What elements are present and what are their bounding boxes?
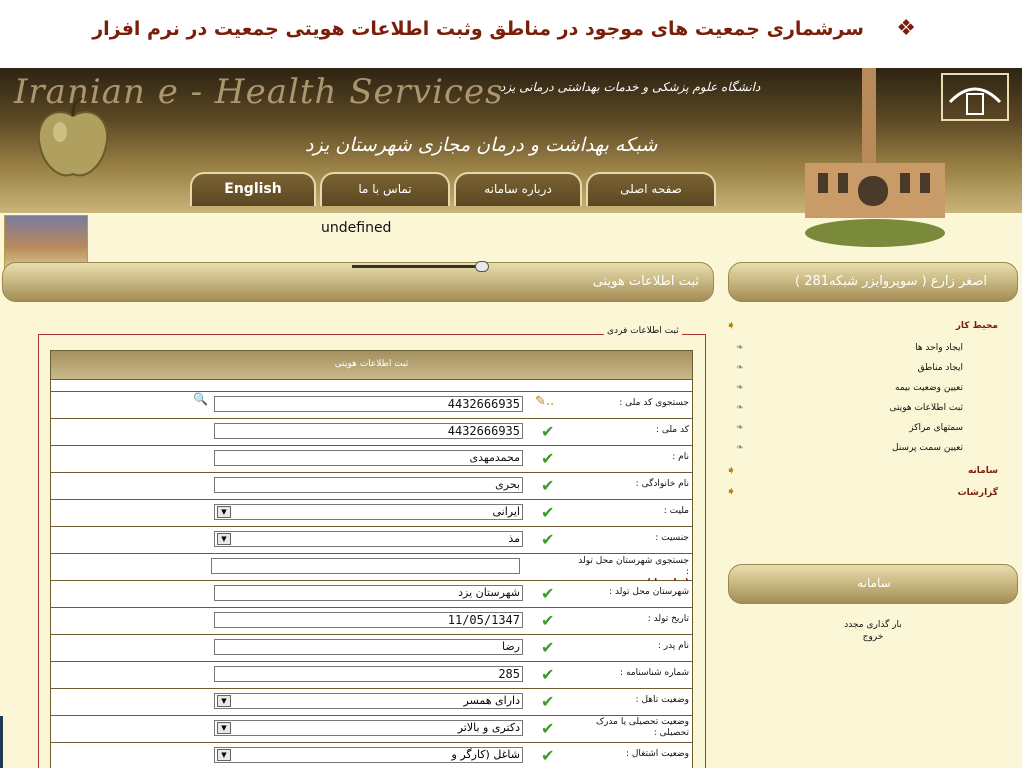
menu-item-insurance-status[interactable]: تعیین وضعیت بیمه	[895, 383, 963, 393]
field-label: نام خانوادگی :	[635, 479, 689, 489]
panel-title-bar	[2, 262, 714, 302]
education-select[interactable]: ▼ دکتری و بالاتر	[214, 720, 523, 736]
status-text: undefined	[321, 220, 392, 236]
side-menu	[728, 318, 1018, 498]
menu-item-identity-registration[interactable]: ثبت اطلاعات هویتی	[889, 403, 963, 413]
field-label: وضعیت اشتغال :	[625, 749, 689, 759]
row-nationality	[50, 500, 693, 527]
national-id-input[interactable]: 4432666935	[214, 423, 523, 439]
checkmark-icon: ✔	[541, 476, 555, 495]
slide-title: سرشماری جمعیت های موجود در مناطق وثبت اطلاعات هویتی جمعیت در نرم افزار	[92, 18, 864, 40]
menu-item-create-regions[interactable]: ایجاد مناطق	[917, 363, 963, 373]
field-label: کد ملی :	[655, 425, 689, 435]
thumbnail-logo	[4, 215, 88, 269]
checkmark-icon: ✔	[541, 449, 555, 468]
leaf-icon: ❧	[736, 383, 744, 393]
menu-item-create-units[interactable]: ایجاد واحد ها	[915, 343, 963, 353]
system-title: سامانه	[857, 576, 891, 590]
field-label: جنسیت :	[655, 533, 689, 543]
employment-select[interactable]: ▼ شاغل (کارگر و	[214, 747, 523, 763]
checkmark-icon: ✔	[541, 611, 555, 630]
menu-group-workplace[interactable]: محیط کار	[955, 321, 998, 331]
field-label: تاریخ تولد :	[647, 614, 689, 624]
checkmark-icon: ✔	[541, 530, 555, 549]
folder-arrow-icon: ➧	[726, 484, 737, 498]
menu-group-system[interactable]: سامانه	[967, 466, 998, 476]
checkmark-icon: ✔	[541, 719, 555, 738]
row-search-birth-city	[50, 554, 693, 581]
row-national-id	[50, 419, 693, 446]
user-name: اصغر زارع ( سوپروایزر شبکه281 )	[795, 274, 987, 289]
screenshot-window	[0, 68, 1022, 768]
chevron-down-icon[interactable]: ▼	[217, 749, 231, 761]
row-birth-date	[50, 608, 693, 635]
leaf-icon: ❧	[736, 443, 744, 453]
emblem-icon	[940, 72, 1010, 122]
field-label: وضعیت تاهل :	[635, 695, 689, 705]
menu-item-center-positions[interactable]: سمتهای مراکز	[909, 423, 963, 433]
gender-select[interactable]: ▼ مذ	[214, 531, 523, 547]
checkmark-icon: ✔	[541, 584, 555, 603]
row-education	[50, 716, 693, 743]
marital-status-select[interactable]: ▼ دارای همسر	[214, 693, 523, 709]
user-bar	[728, 262, 1018, 302]
chevron-down-icon[interactable]: ▼	[217, 533, 231, 545]
fieldset-legend: ثبت اطلاعات فردی	[604, 326, 682, 336]
search-icon[interactable]: 🔍	[193, 392, 208, 406]
checkmark-icon: ✔	[541, 746, 555, 765]
slider-handle[interactable]	[475, 261, 489, 272]
system-bar	[728, 564, 1018, 604]
chevron-down-icon[interactable]: ▼	[217, 506, 231, 518]
field-label: نام :	[672, 452, 689, 462]
reload-link[interactable]: بار گذاری مجدد	[844, 620, 902, 630]
row-marital-status	[50, 689, 693, 716]
checkmark-icon: ✔	[541, 692, 555, 711]
national-id-search-input[interactable]: 4432666935	[214, 396, 523, 412]
chevron-down-icon[interactable]: ▼	[217, 695, 231, 707]
panel-title: ثبت اطلاعات هویتی	[592, 274, 699, 289]
row-gender	[50, 527, 693, 554]
brand-text: Iranian e - Health Services	[14, 72, 504, 112]
folder-arrow-icon: ➧	[726, 463, 737, 477]
site-header	[0, 68, 1022, 213]
diamond-bullet-icon: ❖	[896, 16, 916, 41]
slider-track[interactable]	[352, 265, 482, 268]
field-label: نام پدر :	[657, 641, 689, 651]
tab-contact-us[interactable]: تماس با ما	[320, 172, 450, 206]
row-birth-city	[50, 581, 693, 608]
father-name-input[interactable]: رضا	[214, 639, 523, 655]
slide-title-bar	[0, 8, 1024, 58]
network-name: شبکه بهداشت و درمان مجازی شهرستان یزد	[305, 134, 658, 156]
menu-group-reports[interactable]: گزارشات	[957, 488, 998, 498]
row-last-name	[50, 473, 693, 500]
university-name: دانشگاه علوم پزشکی و خدمات بهداشتی درمانی یزد	[500, 80, 761, 94]
row-employment	[50, 743, 693, 768]
apple-logo-icon	[32, 96, 114, 180]
field-label: شماره شناسنامه :	[620, 668, 689, 678]
tab-about[interactable]: درباره سامانه	[454, 172, 582, 206]
tab-home[interactable]: صفحه اصلی	[586, 172, 716, 206]
field-label: شهرستان محل تولد :	[609, 587, 689, 597]
checkmark-icon: ✔	[541, 665, 555, 684]
field-label: جستجوی کد ملی :	[619, 398, 689, 408]
nationality-select[interactable]: ▼ ایرانی	[214, 504, 523, 520]
field-label: ملیت :	[663, 506, 689, 516]
leaf-icon: ❧	[736, 423, 744, 433]
form-header: ثبت اطلاعات هویتی	[50, 350, 693, 380]
leaf-icon: ❧	[736, 343, 744, 353]
field-label: وضعیت تحصیلی یا مدرک تحصیلی :	[596, 717, 689, 738]
checkmark-icon: ✔	[541, 638, 555, 657]
pencil-icon[interactable]: ✎..	[535, 394, 555, 409]
row-father-name	[50, 635, 693, 662]
row-search-national-id	[50, 392, 693, 419]
row-id-number	[50, 662, 693, 689]
logout-link[interactable]: خروج	[862, 632, 884, 642]
last-name-input[interactable]: بحری	[214, 477, 523, 493]
leaf-icon: ❧	[736, 403, 744, 413]
row-first-name	[50, 446, 693, 473]
first-name-input[interactable]: محمدمهدی	[214, 450, 523, 466]
menu-item-staff-positions[interactable]: تعیین سمت پرسنل	[892, 443, 963, 453]
checkmark-icon: ✔	[541, 422, 555, 441]
field-label: جستجوی شهرستان محل تولد :	[577, 556, 689, 589]
window-edge	[0, 716, 3, 768]
birth-date-input[interactable]: 11/05/1347	[214, 612, 523, 628]
windcatcher-building-icon	[800, 68, 950, 248]
tab-english[interactable]: English	[190, 172, 316, 206]
chevron-down-icon[interactable]: ▼	[217, 722, 231, 734]
birth-city-input[interactable]: شهرستان یزد	[214, 585, 523, 601]
form-spacer	[50, 380, 693, 392]
id-number-input[interactable]: 285	[214, 666, 523, 682]
birth-city-search-input[interactable]	[211, 558, 520, 574]
leaf-icon: ❧	[736, 363, 744, 373]
folder-arrow-icon: ➧	[726, 318, 737, 332]
checkmark-icon: ✔	[541, 503, 555, 522]
